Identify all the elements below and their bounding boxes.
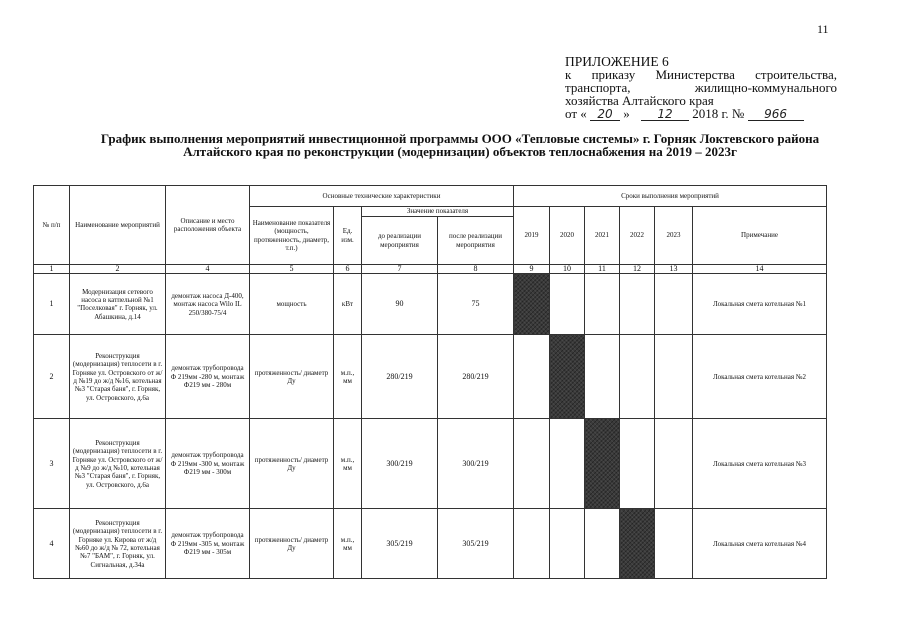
timeline-cell — [655, 509, 693, 579]
table-row — [34, 274, 827, 335]
appendix-block — [565, 55, 837, 121]
timeline-cell — [550, 274, 585, 335]
document-title: График выполнения мероприятий инвестиционной программы ООО «Тепловые системы» г. Горняк Локтевского района Алтайского края по реконструкции (модернизации) объектов теплоснабжения на 2019 – 2023г — [100, 131, 820, 159]
header-year: 2019 — [514, 207, 550, 265]
header-unit: Ед. изм. — [334, 207, 362, 265]
row-name: Модернизация сетевого насоса в катпельной №1 "Поселковая" г. Горняк, ул. Абашкина, д.14 — [70, 274, 166, 335]
date-prefix: от « — [565, 106, 587, 121]
timeline-cell — [655, 274, 693, 335]
row-unit: м.п., мм — [334, 419, 362, 509]
timeline-cell-active — [620, 509, 655, 579]
header-num: № п/п — [34, 186, 70, 265]
timeline-cell — [585, 274, 620, 335]
timeline-cell — [620, 274, 655, 335]
appendix-date-line — [565, 107, 837, 121]
timeline-cell — [655, 419, 693, 509]
column-number: 12 — [620, 265, 655, 274]
row-value-after: 280/219 — [438, 335, 514, 419]
column-number: 8 — [438, 265, 514, 274]
appendix-word: строительства, — [755, 67, 837, 82]
timeline-cell — [655, 335, 693, 419]
row-name: Реконструкция (модернизация) теплосети в г. Горняке ул. Кирова от ж/д №60 до ж/д № 72, котельная №7 "БАМ", г. Горняк, ул. Сигнальная, д.34а — [70, 509, 166, 579]
column-number: 4 — [166, 265, 250, 274]
column-numbers-row — [34, 265, 827, 274]
row-indicator: протяженность/ диаметр Ду — [250, 419, 334, 509]
timeline-cell — [550, 419, 585, 509]
appendix-word: Министерства — [655, 67, 735, 82]
row-value-after: 305/219 — [438, 509, 514, 579]
column-number: 11 — [585, 265, 620, 274]
table-row — [34, 509, 827, 579]
row-note: Локальная смета котельная №2 — [693, 335, 827, 419]
timeline-cell — [514, 509, 550, 579]
row-num: 2 — [34, 335, 70, 419]
row-description: демонтаж трубопровода Ф 219мм -300 м, монтаж Ф219 мм - 300м — [166, 419, 250, 509]
row-value-before: 90 — [362, 274, 438, 335]
row-indicator: протяженность/ диаметр Ду — [250, 335, 334, 419]
timeline-cell — [514, 419, 550, 509]
appendix-line-3: хозяйства Алтайского края — [565, 93, 714, 108]
header-year: 2020 — [550, 207, 585, 265]
date-year: 2018 г. № — [692, 106, 745, 121]
header-tech-group: Основные технические характеристики — [250, 186, 514, 207]
table-row — [34, 419, 827, 509]
timeline-cell — [585, 509, 620, 579]
column-number: 9 — [514, 265, 550, 274]
column-number: 10 — [550, 265, 585, 274]
order-number-handwritten: 966 — [748, 108, 804, 121]
column-number: 6 — [334, 265, 362, 274]
row-value-before: 305/219 — [362, 509, 438, 579]
row-num: 4 — [34, 509, 70, 579]
header-timeline-group: Сроки выполнения мероприятий — [514, 186, 827, 207]
timeline-cell — [514, 335, 550, 419]
timeline-cell-active — [585, 419, 620, 509]
appendix-word: транспорта, — [565, 80, 631, 95]
row-unit: м.п., мм — [334, 509, 362, 579]
header-after: после реализации мероприятия — [438, 217, 514, 265]
timeline-cell — [620, 335, 655, 419]
header-year: 2022 — [620, 207, 655, 265]
timeline-cell-active — [550, 335, 585, 419]
row-value-after: 300/219 — [438, 419, 514, 509]
timeline-cell-active — [514, 274, 550, 335]
appendix-word: приказу — [591, 67, 636, 82]
appendix-word: жилищно-коммунального — [694, 80, 837, 95]
header-indicator-name: Наименование показателя (мощность, протяженность, диаметр, т.п.) — [250, 207, 334, 265]
header-note: Примечание — [693, 207, 827, 265]
row-value-before: 300/219 — [362, 419, 438, 509]
row-name: Реконструкция (модернизация) теплосети в г. Горняке ул. Островского от ж/д №19 до ж/д №16, котельная №3 "Старая баня", г. Горняк, ул. Островского, д.6а — [70, 335, 166, 419]
row-note: Локальная смета котельная №4 — [693, 509, 827, 579]
date-month-handwritten: 12 — [641, 108, 689, 121]
header-name: Наименование мероприятий — [70, 186, 166, 265]
row-unit: м.п., мм — [334, 335, 362, 419]
date-mid: » — [623, 106, 630, 121]
column-number: 2 — [70, 265, 166, 274]
column-number: 1 — [34, 265, 70, 274]
row-description: демонтаж трубопровода Ф 219мм -280 м, монтаж Ф219 мм - 280м — [166, 335, 250, 419]
column-number: 5 — [250, 265, 334, 274]
row-unit: кВт — [334, 274, 362, 335]
row-note: Локальная смета котельная №1 — [693, 274, 827, 335]
timeline-cell — [620, 419, 655, 509]
timeline-cell — [550, 509, 585, 579]
column-number: 7 — [362, 265, 438, 274]
header-description: Описание и место расположения объекта — [166, 186, 250, 265]
table-row — [34, 335, 827, 419]
row-description: демонтаж насоса Д-400, монтаж насоса Wilo IL 250/380-75/4 — [166, 274, 250, 335]
column-number: 13 — [655, 265, 693, 274]
date-day-handwritten: 20 — [590, 108, 620, 121]
row-name: Реконструкция (модернизация) теплосети в г. Горняке ул. Островского от ж/д №9 до ж/д №10, котельная №3 "Старая баня", г. Горняк, ул. Островского, д.6а — [70, 419, 166, 509]
appendix-word: к — [565, 67, 572, 82]
header-year: 2023 — [655, 207, 693, 265]
schedule-table — [33, 185, 827, 579]
header-before: до реализации мероприятия — [362, 217, 438, 265]
appendix-title: ПРИЛОЖЕНИЕ 6 — [565, 54, 669, 69]
row-description: демонтаж трубопровода Ф 219мм -305 м, монтаж Ф219 мм - 305м — [166, 509, 250, 579]
column-number: 14 — [693, 265, 827, 274]
row-indicator: протяженность/ диаметр Ду — [250, 509, 334, 579]
header-year: 2021 — [585, 207, 620, 265]
header-value-group: Значение показателя — [362, 207, 514, 217]
row-value-after: 75 — [438, 274, 514, 335]
row-num: 1 — [34, 274, 70, 335]
row-value-before: 280/219 — [362, 335, 438, 419]
row-indicator: мощность — [250, 274, 334, 335]
page-number: 11 — [817, 22, 829, 36]
timeline-cell — [585, 335, 620, 419]
row-note: Локальная смета котельная №3 — [693, 419, 827, 509]
row-num: 3 — [34, 419, 70, 509]
